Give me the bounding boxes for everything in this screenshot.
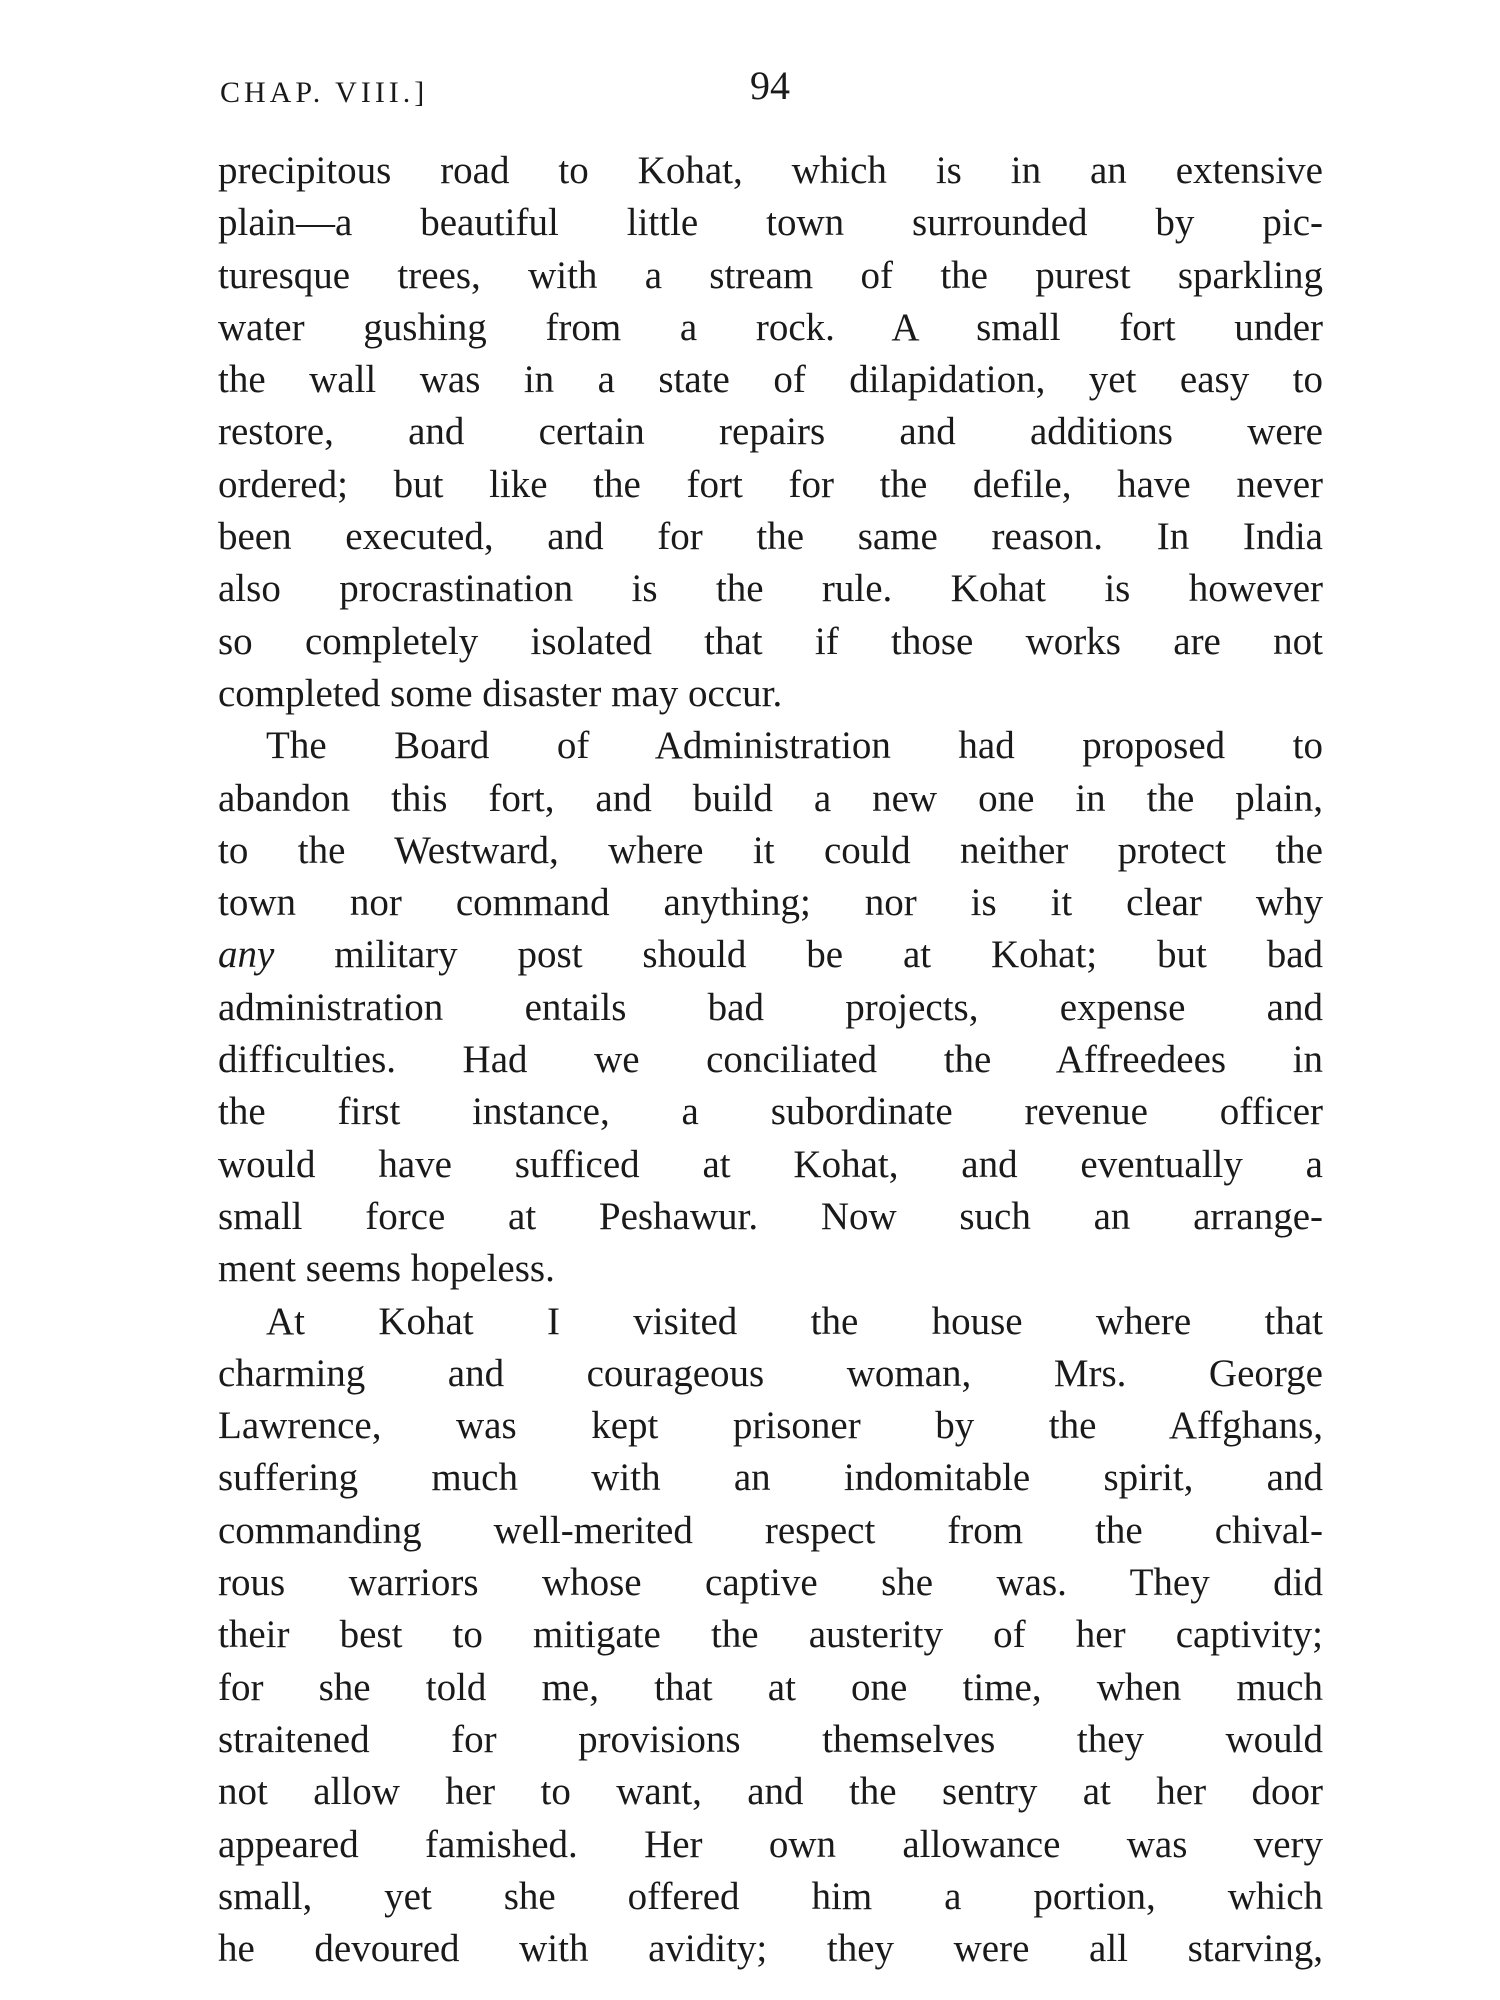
- paragraph-1: [218, 145, 1323, 720]
- text-line: restore, and certain repairs and additions were: [218, 410, 1323, 454]
- text-line: Lawrence, was kept prisoner by the Affghans,: [218, 1404, 1323, 1448]
- text-line: the wall was in a state of dilapidation, yet easy to: [218, 358, 1323, 402]
- chapter-heading: CHAP. VIII.]: [220, 76, 429, 109]
- text-line: The Board of Administration had proposed to: [266, 724, 1323, 768]
- text-line: straitened for provisions themselves they would: [218, 1717, 1323, 1761]
- text-line: ment seems hopeless.: [218, 1247, 555, 1291]
- text-line: suffering much with an indomitable spirit, and: [218, 1456, 1323, 1500]
- text-line: commanding well-merited respect from the chival-: [218, 1508, 1323, 1552]
- text-line: precipitous road to Kohat, which is in an extensive: [218, 149, 1323, 192]
- text-line: difficulties. Had we conciliated the Affreedees in: [218, 1038, 1323, 1082]
- text-line: their best to mitigate the austerity of her captivity;: [218, 1613, 1323, 1657]
- text-line: plain—a beautiful little town surrounded by pic-: [218, 201, 1323, 245]
- text-line-with-italic: [218, 929, 1323, 981]
- text-line-rest: military post should be at Kohat; but bad: [334, 933, 1324, 977]
- text-line: been executed, and for the same reason. In India: [218, 515, 1323, 559]
- text-line: ordered; but like the fort for the defile, have never: [218, 462, 1323, 506]
- text-line: so completely isolated that if those works are not: [218, 619, 1323, 663]
- text-line: water gushing from a rock. A small fort under: [218, 305, 1323, 349]
- text-line: appeared famished. Her own allowance was very: [218, 1822, 1323, 1866]
- text-line: also procrastination is the rule. Kohat is however: [218, 567, 1323, 611]
- running-head: [220, 62, 1320, 122]
- text-line: At Kohat I visited the house where that: [266, 1299, 1323, 1343]
- text-line: to the Westward, where it could neither protect the: [218, 828, 1323, 872]
- text-line: the first instance, a subordinate revenue officer: [218, 1090, 1323, 1134]
- text-line: small force at Peshawur. Now such an arrange-: [218, 1194, 1323, 1238]
- text-line: abandon this fort, and build a new one in the plain,: [218, 776, 1323, 820]
- text-line: rous warriors whose captive she was. They did: [218, 1561, 1323, 1605]
- text-line: completed some disaster may occur.: [218, 671, 783, 715]
- text-line: not allow her to want, and the sentry at her door: [218, 1770, 1323, 1814]
- text-line: administration entails bad projects, expense and: [218, 985, 1323, 1029]
- text-line: small, yet she offered him a portion, which: [218, 1874, 1323, 1918]
- text-line: charming and courageous woman, Mrs. George: [218, 1351, 1323, 1395]
- italic-word: any: [218, 933, 275, 977]
- text-line: he devoured with avidity; they were all starving,: [218, 1927, 1323, 1971]
- body-text: [218, 145, 1323, 1975]
- text-line: town nor command anything; nor is it clear why: [218, 881, 1323, 925]
- paragraph-2: [218, 720, 1323, 1295]
- paragraph-3: [218, 1296, 1323, 1976]
- text-line: would have sufficed at Kohat, and eventually a: [218, 1142, 1323, 1186]
- text-line: for she told me, that at one time, when much: [218, 1665, 1323, 1709]
- page-number: 94: [750, 63, 790, 108]
- text-line: turesque trees, with a stream of the purest sparkling: [218, 253, 1323, 297]
